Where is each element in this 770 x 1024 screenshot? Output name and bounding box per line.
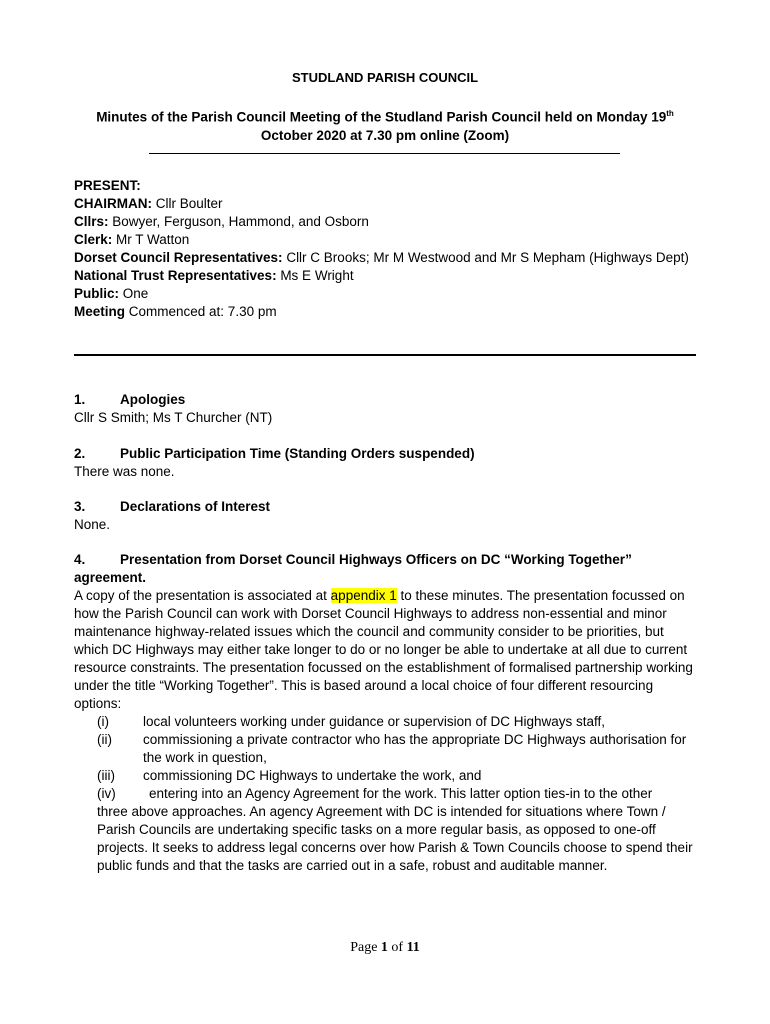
page-footer: Page 1 of 11 bbox=[350, 940, 420, 955]
national-trust-line: National Trust Representatives: Ms E Wright bbox=[74, 268, 354, 283]
item-title: Declarations of Interest bbox=[120, 499, 271, 514]
item-declarations bbox=[74, 498, 704, 534]
page-number: 1 bbox=[380, 940, 388, 955]
attendance-section bbox=[74, 177, 704, 321]
subtitle-line2: October 2020 at 7.30 pm online (Zoom) bbox=[260, 127, 510, 143]
item-number: 4. bbox=[74, 552, 86, 567]
cllrs-line: Cllrs: Bowyer, Ferguson, Hammond, and Osborn bbox=[74, 214, 369, 229]
dorset-reps-line: Dorset Council Representatives: Cllr C Brooks; Mr M Westwood and Mr S Mepham (Highways Dept) bbox=[74, 250, 689, 265]
present-heading: PRESENT: bbox=[74, 178, 141, 193]
list-item: (iv) entering into an Agency Agreement for the work. This latter option ties-in to the other bbox=[97, 786, 653, 801]
section-divider bbox=[74, 354, 696, 356]
subtitle-line1: Minutes of the Parish Council Meeting of the Studland Parish Council held on Monday 19 bbox=[96, 109, 667, 125]
item-title: Public Participation Time (Standing Orders suspended) bbox=[120, 446, 475, 461]
subtitle-ordinal: th bbox=[666, 109, 674, 118]
meeting-subtitle bbox=[80, 105, 690, 145]
document-title: STUDLAND PARISH COUNCIL bbox=[291, 70, 479, 85]
item-title: Presentation from Dorset Council Highways Officers on DC “Working Together” bbox=[120, 552, 632, 567]
resourcing-options-list bbox=[74, 713, 699, 875]
item-number: 2. bbox=[74, 446, 86, 461]
appendix-highlight: appendix 1 bbox=[330, 588, 397, 603]
chairman-line: CHAIRMAN: Cllr Boulter bbox=[74, 196, 223, 211]
item-number: 3. bbox=[74, 499, 86, 514]
list-item: (i) local volunteers working under guidance or supervision of DC Highways staff, bbox=[97, 714, 605, 729]
item-body: There was none. bbox=[74, 464, 175, 479]
clerk-line: Clerk: Mr T Watton bbox=[74, 232, 190, 247]
meeting-line: Meeting Commenced at: 7.30 pm bbox=[74, 304, 277, 319]
public-line: Public: One bbox=[74, 286, 149, 301]
page-total: 11 bbox=[406, 940, 420, 955]
item-body: None. bbox=[74, 517, 111, 532]
item-presentation bbox=[74, 551, 699, 875]
list-item: (iii) commissioning DC Highways to undertake the work, and bbox=[97, 768, 482, 783]
list-item-continued: three above approaches. An agency Agreement with DC is intended for situations where Town / Parish Councils are undertaking specific tasks on a more regular basis, as opposed to one-off projects. It seeks to address legal concerns over how Parish & Town Councils choose to spend their public funds and that the tasks are carried out in a safe, robust and auditable manner. bbox=[97, 804, 693, 873]
list-item: (ii) commissioning a private contractor who has the appropriate DC Highways authorisation for the work in question, bbox=[97, 732, 687, 765]
item-title-continued: agreement. bbox=[74, 570, 147, 585]
item-public-participation bbox=[74, 445, 704, 481]
item-apologies bbox=[74, 391, 704, 427]
item-number: 1. bbox=[74, 392, 86, 407]
item-title: Apologies bbox=[120, 392, 186, 407]
title-divider bbox=[149, 153, 620, 154]
item-body: A copy of the presentation is associated at appendix 1 to these minutes. The presentation focussed on how the Parish Council can work with Dorset Council Highways to address non-essential and minor maintenance highway-related issues which the council and community consider to be priorities, but which DC Highways may either take longer to do or no longer be able to undertake at all due to current resource constraints. The presentation focussed on the establishment of formalised partnership working under the title “Working Together”. This is based around a local choice of four different resourcing options: bbox=[74, 588, 693, 711]
item-body: Cllr S Smith; Ms T Churcher (NT) bbox=[74, 410, 273, 425]
